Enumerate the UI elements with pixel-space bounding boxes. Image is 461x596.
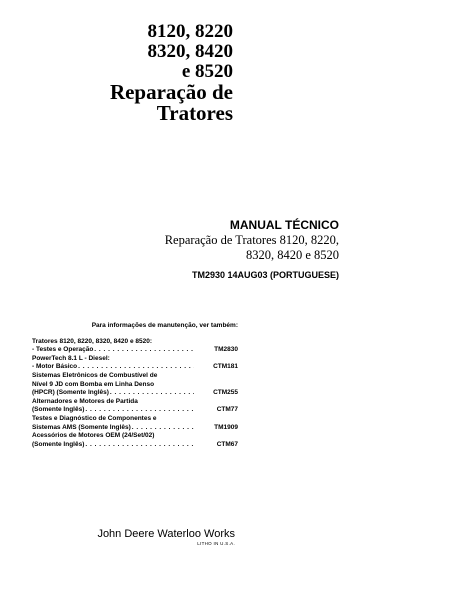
dot-leader: [94, 346, 194, 355]
title-models-line2: 8320, 8420: [147, 41, 233, 62]
manual-info: [165, 217, 339, 281]
manual-subtitle-line2: 8320, 8420 e 8520: [245, 248, 339, 262]
related-manuals-heading: Para informações de manutenção, ver também:: [91, 322, 238, 329]
title-models-line3: e 8520: [181, 61, 233, 82]
title-subject-line2: Tratores: [156, 101, 233, 125]
ref-entry-text: Alternadores e Motores de Partida: [32, 397, 138, 405]
title-models-line1: 8120, 8220: [147, 21, 233, 42]
ref-entry: [32, 441, 238, 450]
manual-subtitle-line1: Reparação de Tratores 8120, 8220,: [164, 233, 339, 247]
dot-leader: [85, 406, 194, 415]
ref-entry-text: Acessórios de Motores OEM (24/Set/02): [32, 432, 155, 440]
ref-group-header: Tratores 8120, 8220, 8320, 8420 e 8520:: [32, 337, 152, 345]
ref-entry: [32, 389, 238, 398]
ref-entry-label: - Testes e Operação: [32, 346, 94, 354]
ref-entry: [32, 346, 238, 355]
ref-entry-text: Testes e Diagnóstico de Componentes e: [32, 414, 157, 422]
ref-entry-code: CTM255: [213, 389, 238, 397]
ref-entry-code: CTM67: [216, 440, 238, 448]
ref-entry: [32, 363, 238, 372]
ref-entry-label: (Somente Inglês): [32, 406, 85, 414]
publisher-name: John Deere Waterloo Works: [97, 528, 235, 540]
manual-heading: MANUAL TÉCNICO: [229, 218, 339, 232]
dot-leader: [110, 389, 194, 398]
ref-entry-label: (Somente Inglês): [32, 440, 85, 448]
title-subject-line1: Reparação de: [109, 80, 233, 104]
related-manuals-list: [32, 322, 238, 449]
ref-entry-code: TM2830: [214, 346, 238, 354]
cover-title: [110, 22, 233, 124]
ref-group-header: PowerTech 8.1 L - Diesel:: [32, 354, 110, 362]
litho-notice: LITHO IN U.S.A.: [197, 541, 235, 546]
ref-entry-code: TM1909: [214, 423, 238, 431]
ref-entry: [32, 406, 238, 415]
manual-code: TM2930 14AUG03 (PORTUGUESE): [191, 270, 339, 280]
ref-entry-code: CTM77: [216, 406, 238, 414]
ref-entry-label: (HPCR) (Somente Inglês): [32, 389, 109, 397]
publisher-footer: [97, 528, 235, 547]
dot-leader: [85, 441, 194, 450]
ref-entry: [32, 424, 238, 433]
ref-entry-code: CTM181: [213, 363, 238, 371]
ref-entry-label: Sistemas AMS (Somente Inglês): [32, 423, 131, 431]
ref-entry-text: Sistemas Eletrônicos de Combustível de: [32, 371, 158, 379]
dot-leader: [78, 363, 194, 372]
dot-leader: [132, 424, 194, 433]
ref-entry-text: Nível 9 JD com Bomba em Linha Denso: [32, 380, 155, 388]
ref-entry-label: - Motor Básico: [32, 363, 78, 371]
